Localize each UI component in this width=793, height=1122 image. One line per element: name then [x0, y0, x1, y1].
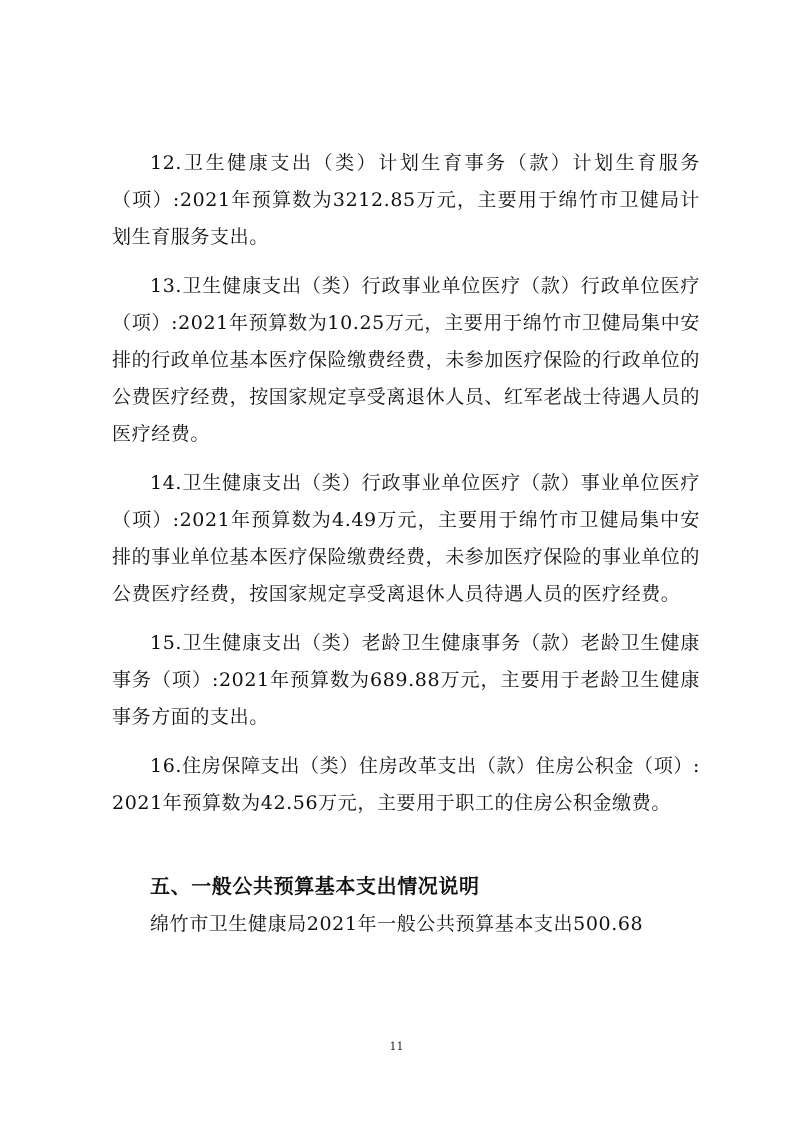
page-body [112, 145, 700, 955]
paragraph-item-15: 15.卫生健康支出（类）老龄卫生健康事务（款）老龄卫生健康事务（项）:2021年预算数为689.88万元，主要用于老龄卫生健康事务方面的支出。 [112, 632, 700, 728]
paragraph-item-14: 14.卫生健康支出（类）行政事业单位医疗（款）事业单位医疗（项）:2021年预算数为4.49万元，主要用于绵竹市卫健局集中安排的事业单位基本医疗保险缴费经费，未参加医疗保险的事业单位的公费医疗经费，按国家规定享受离退休人员待遇人员的医疗经费。 [112, 472, 701, 605]
paragraph-item-13: 13.卫生健康支出（类）行政事业单位医疗（款）行政单位医疗（项）:2021年预算数为10.25万元，主要用于绵竹市卫健局集中安排的行政单位基本医疗保险缴费经费，未参加医疗保险的行政单位的公费医疗经费，按国家规定享受离退休人员、红军老战士待遇人员的医疗经费。 [112, 275, 701, 445]
section-intro-paragraph: 绵竹市卫生健康局2021年一般公共预算基本支出500.68 [150, 913, 644, 935]
paragraph-item-16: 16.住房保障支出（类）住房改革支出（款）住房公积金（项）:2021年预算数为42.56万元，主要用于职工的住房公积金缴费。 [112, 755, 700, 814]
section-heading: 五、一般公共预算基本支出情况说明 [150, 874, 480, 898]
paragraph-item-12: 12.卫生健康支出（类）计划生育事务（款）计划生育服务（项）:2021年预算数为3212.85万元，主要用于绵竹市卫健局计划生育服务支出。 [112, 152, 700, 248]
page-number: 11 [389, 1040, 404, 1053]
